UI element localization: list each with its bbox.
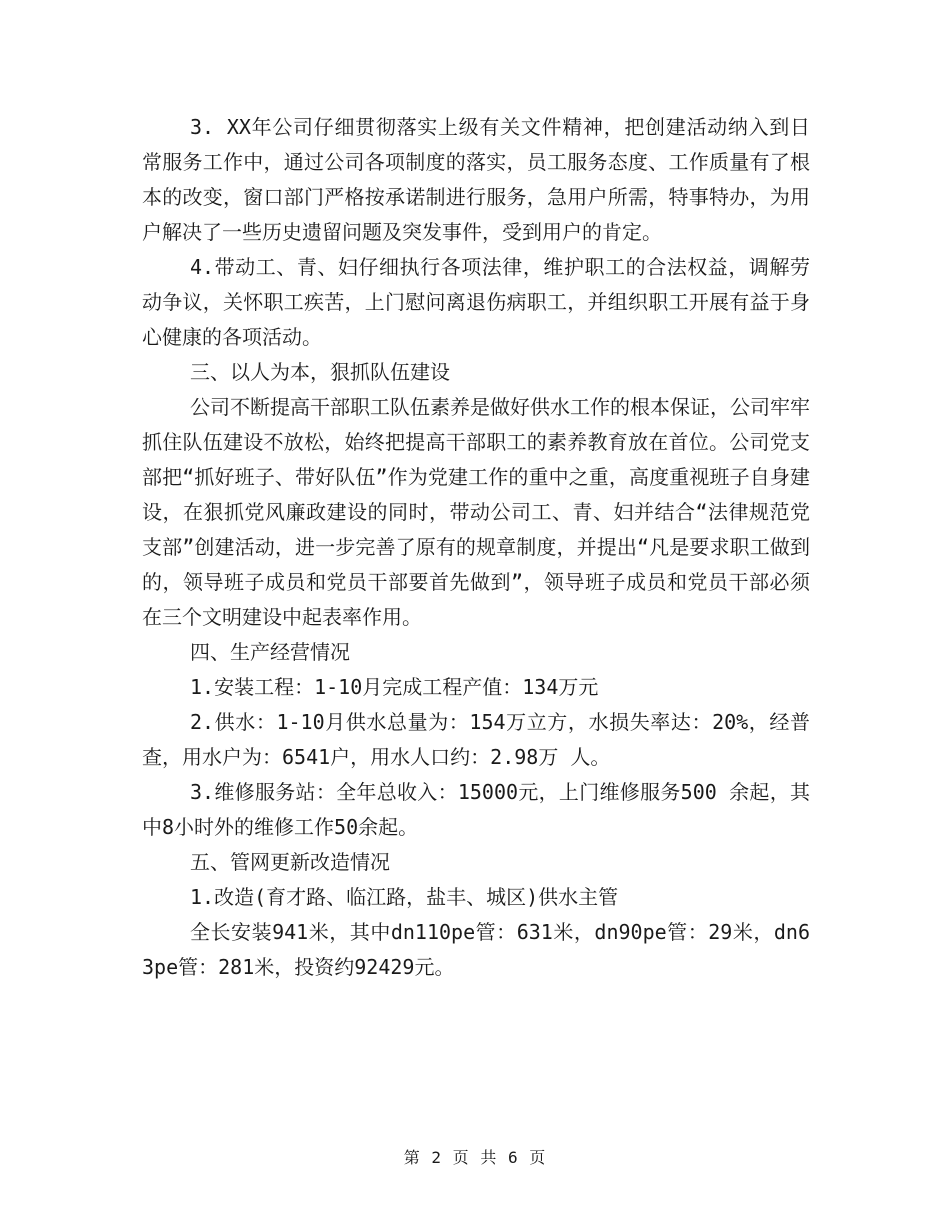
section-heading-5: 五、管网更新改造情况 [190, 850, 390, 874]
paragraph-repair-station: 3.维修服务站：全年总收入：15000元，上门维修服务500 余起，其中8小时外的维修工作50余起。 [142, 780, 810, 839]
paragraph-item-3: 3. XX年公司仔细贯彻落实上级有关文件精神，把创建活动纳入到日常服务工作中，通过公司各项制度的落实，员工服务态度、工作质量有了根本的改变，窗口部门严格按承诺制进行服务，急用户所需，特事特办，为用户解决了一些历史遗留问题及突发事件，受到用户的肯定。 [142, 115, 810, 244]
page-number-footer: 第 2 页 共 6 页 [403, 1148, 547, 1167]
paragraph-pipe-renovation: 1.改造(育才路、临江路，盐丰、城区)供水主管 [190, 885, 619, 909]
section-heading-3: 三、以人为本，狠抓队伍建设 [190, 360, 450, 384]
paragraph-water-supply: 2.供水：1-10月供水总量为：154万立方，水损失率达：20%，经普查，用水户为：6541户，用水人口约：2.98万 人。 [142, 710, 810, 769]
paragraph-item-4: 4.带动工、青、妇仔细执行各项法律，维护职工的合法权益，调解劳动争议，关怀职工疾苦，上门慰问离退伤病职工，并组织职工开展有益于身心健康的各项活动。 [142, 255, 810, 349]
paragraph-installation: 1.安装工程：1-10月完成工程产值：134万元 [190, 675, 599, 699]
paragraph-team-building: 公司不断提高干部职工队伍素养是做好供水工作的根本保证，公司牢牢抓住队伍建设不放松，始终把提高干部职工的素养教育放在首位。公司党支部把“抓好班子、带好队伍”作为党建工作的重中之重，高度重视班子自身建设，在狠抓党风廉政建设的同时，带动公司工、青、妇并结合“法律规范党支部”创建活动，进一步完善了原有的规章制度，并提出“凡是要求职工做到的，领导班子成员和党员干部要首先做到”，领导班子成员和党员干部必须在三个文明建设中起表率作用。 [142, 395, 810, 629]
document-body [142, 110, 810, 985]
section-heading-4: 四、生产经营情况 [190, 640, 350, 664]
paragraph-pipe-length: 全长安装941米，其中dn110pe管：631米，dn90pe管：29米，dn63pe管：281米，投资约92429元。 [142, 920, 810, 979]
